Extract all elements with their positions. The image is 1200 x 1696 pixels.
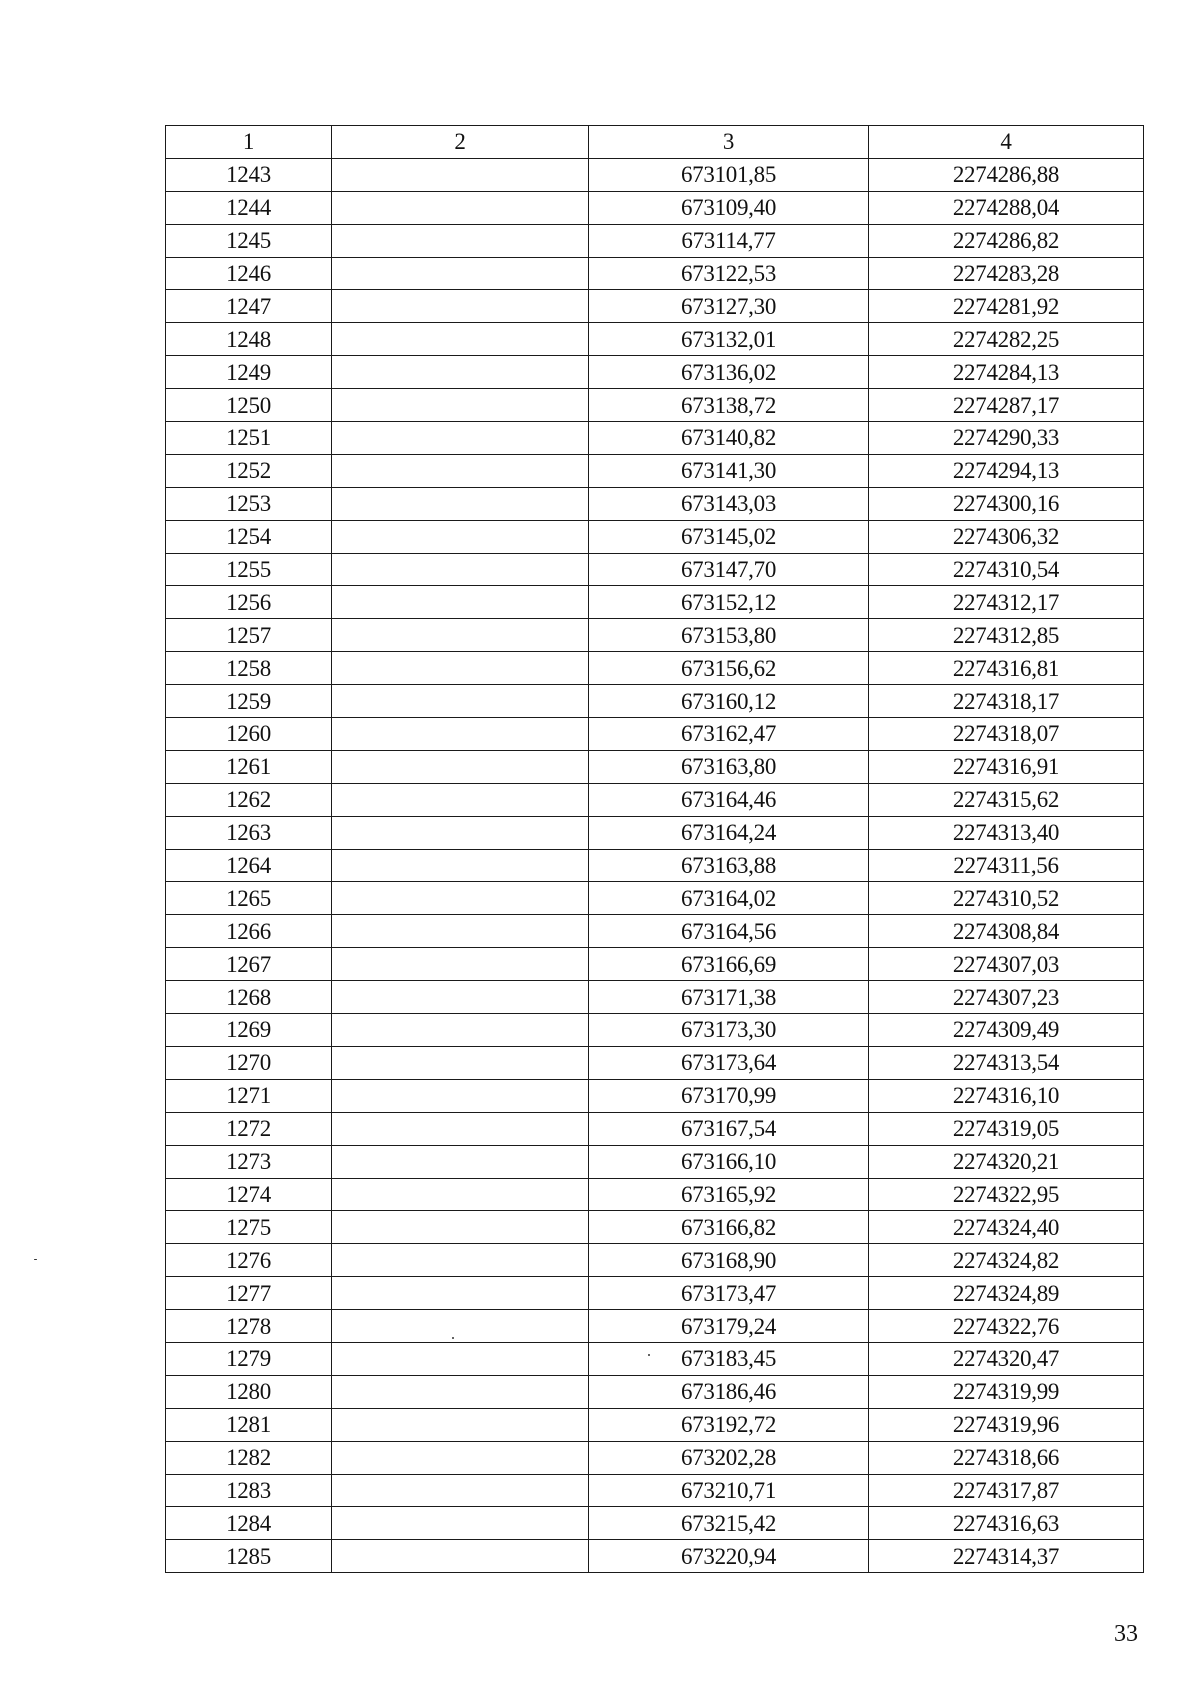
point-number-cell: 1255 bbox=[166, 553, 332, 586]
point-number-cell: 1270 bbox=[166, 1046, 332, 1079]
empty-cell bbox=[332, 685, 589, 718]
empty-cell bbox=[332, 586, 589, 619]
table-row bbox=[166, 520, 1144, 553]
table-row bbox=[166, 422, 1144, 455]
table-row bbox=[166, 158, 1144, 191]
x-coordinate-cell: 673127,30 bbox=[589, 290, 869, 323]
x-coordinate-cell: 673164,24 bbox=[589, 816, 869, 849]
point-number-cell: 1256 bbox=[166, 586, 332, 619]
empty-cell bbox=[332, 520, 589, 553]
table-row bbox=[166, 882, 1144, 915]
point-number-cell: 1267 bbox=[166, 948, 332, 981]
empty-cell bbox=[332, 1540, 589, 1573]
empty-cell bbox=[332, 1507, 589, 1540]
point-number-cell: 1251 bbox=[166, 422, 332, 455]
point-number-cell: 1262 bbox=[166, 783, 332, 816]
x-coordinate-cell: 673109,40 bbox=[589, 191, 869, 224]
x-coordinate-cell: 673183,45 bbox=[589, 1342, 869, 1375]
empty-cell bbox=[332, 1408, 589, 1441]
empty-cell bbox=[332, 1079, 589, 1112]
y-coordinate-cell: 2274320,47 bbox=[869, 1342, 1144, 1375]
point-number-cell: 1261 bbox=[166, 750, 332, 783]
table-row bbox=[166, 191, 1144, 224]
table-row bbox=[166, 1342, 1144, 1375]
table-row bbox=[166, 1079, 1144, 1112]
empty-cell bbox=[332, 948, 589, 981]
y-coordinate-cell: 2274300,16 bbox=[869, 487, 1144, 520]
y-coordinate-cell: 2274319,05 bbox=[869, 1112, 1144, 1145]
y-coordinate-cell: 2274322,95 bbox=[869, 1178, 1144, 1211]
point-number-cell: 1259 bbox=[166, 685, 332, 718]
scan-speck bbox=[648, 1354, 650, 1356]
x-coordinate-cell: 673202,28 bbox=[589, 1441, 869, 1474]
table-row bbox=[166, 948, 1144, 981]
empty-cell bbox=[332, 1474, 589, 1507]
empty-cell bbox=[332, 1244, 589, 1277]
table-row bbox=[166, 718, 1144, 751]
empty-cell bbox=[332, 981, 589, 1014]
table-row bbox=[166, 1507, 1144, 1540]
table-row bbox=[166, 389, 1144, 422]
y-coordinate-cell: 2274290,33 bbox=[869, 422, 1144, 455]
y-coordinate-cell: 2274310,54 bbox=[869, 553, 1144, 586]
y-coordinate-cell: 2274288,04 bbox=[869, 191, 1144, 224]
table-row bbox=[166, 1244, 1144, 1277]
x-coordinate-cell: 673171,38 bbox=[589, 981, 869, 1014]
point-number-cell: 1272 bbox=[166, 1112, 332, 1145]
table-header bbox=[166, 126, 1144, 159]
point-number-cell: 1264 bbox=[166, 849, 332, 882]
x-coordinate-cell: 673210,71 bbox=[589, 1474, 869, 1507]
x-coordinate-cell: 673164,56 bbox=[589, 915, 869, 948]
empty-cell bbox=[332, 224, 589, 257]
y-coordinate-cell: 2274307,03 bbox=[869, 948, 1144, 981]
x-coordinate-cell: 673164,46 bbox=[589, 783, 869, 816]
point-number-cell: 1253 bbox=[166, 487, 332, 520]
empty-cell bbox=[332, 1145, 589, 1178]
x-coordinate-cell: 673186,46 bbox=[589, 1375, 869, 1408]
point-number-cell: 1271 bbox=[166, 1079, 332, 1112]
table-row bbox=[166, 750, 1144, 783]
y-coordinate-cell: 2274286,82 bbox=[869, 224, 1144, 257]
y-coordinate-cell: 2274315,62 bbox=[869, 783, 1144, 816]
point-number-cell: 1247 bbox=[166, 290, 332, 323]
y-coordinate-cell: 2274311,56 bbox=[869, 849, 1144, 882]
empty-cell bbox=[332, 1211, 589, 1244]
x-coordinate-cell: 673122,53 bbox=[589, 257, 869, 290]
point-number-cell: 1274 bbox=[166, 1178, 332, 1211]
table-row bbox=[166, 487, 1144, 520]
table-row bbox=[166, 1408, 1144, 1441]
table-row bbox=[166, 1310, 1144, 1343]
empty-cell bbox=[332, 323, 589, 356]
table-row bbox=[166, 1441, 1144, 1474]
y-coordinate-cell: 2274316,63 bbox=[869, 1507, 1144, 1540]
x-coordinate-cell: 673192,72 bbox=[589, 1408, 869, 1441]
empty-cell bbox=[332, 191, 589, 224]
table-row bbox=[166, 1178, 1144, 1211]
table-row bbox=[166, 1474, 1144, 1507]
y-coordinate-cell: 2274309,49 bbox=[869, 1014, 1144, 1047]
point-number-cell: 1245 bbox=[166, 224, 332, 257]
y-coordinate-cell: 2274294,13 bbox=[869, 454, 1144, 487]
table-row bbox=[166, 1375, 1144, 1408]
y-coordinate-cell: 2274320,21 bbox=[869, 1145, 1144, 1178]
x-coordinate-cell: 673156,62 bbox=[589, 652, 869, 685]
empty-cell bbox=[332, 882, 589, 915]
table-row bbox=[166, 454, 1144, 487]
scan-speck bbox=[34, 1259, 37, 1260]
table-row bbox=[166, 849, 1144, 882]
x-coordinate-cell: 673179,24 bbox=[589, 1310, 869, 1343]
point-number-cell: 1257 bbox=[166, 619, 332, 652]
x-coordinate-cell: 673114,77 bbox=[589, 224, 869, 257]
x-coordinate-cell: 673136,02 bbox=[589, 356, 869, 389]
point-number-cell: 1263 bbox=[166, 816, 332, 849]
y-coordinate-cell: 2274282,25 bbox=[869, 323, 1144, 356]
point-number-cell: 1273 bbox=[166, 1145, 332, 1178]
y-coordinate-cell: 2274312,17 bbox=[869, 586, 1144, 619]
y-coordinate-cell: 2274284,13 bbox=[869, 356, 1144, 389]
empty-cell bbox=[332, 1277, 589, 1310]
empty-cell bbox=[332, 652, 589, 685]
y-coordinate-cell: 2274319,96 bbox=[869, 1408, 1144, 1441]
empty-cell bbox=[332, 1046, 589, 1079]
x-coordinate-cell: 673166,69 bbox=[589, 948, 869, 981]
empty-cell bbox=[332, 1178, 589, 1211]
point-number-cell: 1250 bbox=[166, 389, 332, 422]
x-coordinate-cell: 673164,02 bbox=[589, 882, 869, 915]
x-coordinate-cell: 673167,54 bbox=[589, 1112, 869, 1145]
point-number-cell: 1278 bbox=[166, 1310, 332, 1343]
point-number-cell: 1260 bbox=[166, 718, 332, 751]
empty-cell bbox=[332, 454, 589, 487]
y-coordinate-cell: 2274318,07 bbox=[869, 718, 1144, 751]
header-cell-3: 3 bbox=[589, 126, 869, 159]
x-coordinate-cell: 673162,47 bbox=[589, 718, 869, 751]
table-row bbox=[166, 685, 1144, 718]
empty-cell bbox=[332, 487, 589, 520]
y-coordinate-cell: 2274281,92 bbox=[869, 290, 1144, 323]
y-coordinate-cell: 2274317,87 bbox=[869, 1474, 1144, 1507]
y-coordinate-cell: 2274312,85 bbox=[869, 619, 1144, 652]
x-coordinate-cell: 673138,72 bbox=[589, 389, 869, 422]
table-row bbox=[166, 1145, 1144, 1178]
empty-cell bbox=[332, 257, 589, 290]
x-coordinate-cell: 673173,47 bbox=[589, 1277, 869, 1310]
point-number-cell: 1284 bbox=[166, 1507, 332, 1540]
empty-cell bbox=[332, 915, 589, 948]
x-coordinate-cell: 673153,80 bbox=[589, 619, 869, 652]
header-row bbox=[166, 126, 1144, 159]
x-coordinate-cell: 673152,12 bbox=[589, 586, 869, 619]
empty-cell bbox=[332, 1342, 589, 1375]
header-cell-1: 1 bbox=[166, 126, 332, 159]
empty-cell bbox=[332, 816, 589, 849]
x-coordinate-cell: 673160,12 bbox=[589, 685, 869, 718]
point-number-cell: 1268 bbox=[166, 981, 332, 1014]
x-coordinate-cell: 673173,64 bbox=[589, 1046, 869, 1079]
y-coordinate-cell: 2274319,99 bbox=[869, 1375, 1144, 1408]
table-row bbox=[166, 1014, 1144, 1047]
table-row bbox=[166, 257, 1144, 290]
point-number-cell: 1276 bbox=[166, 1244, 332, 1277]
point-number-cell: 1244 bbox=[166, 191, 332, 224]
x-coordinate-cell: 673173,30 bbox=[589, 1014, 869, 1047]
x-coordinate-cell: 673215,42 bbox=[589, 1507, 869, 1540]
point-number-cell: 1279 bbox=[166, 1342, 332, 1375]
point-number-cell: 1280 bbox=[166, 1375, 332, 1408]
table-row bbox=[166, 915, 1144, 948]
point-number-cell: 1243 bbox=[166, 158, 332, 191]
empty-cell bbox=[332, 619, 589, 652]
point-number-cell: 1265 bbox=[166, 882, 332, 915]
y-coordinate-cell: 2274316,81 bbox=[869, 652, 1144, 685]
table-row bbox=[166, 290, 1144, 323]
empty-cell bbox=[332, 1375, 589, 1408]
empty-cell bbox=[332, 422, 589, 455]
x-coordinate-cell: 673145,02 bbox=[589, 520, 869, 553]
header-cell-2: 2 bbox=[332, 126, 589, 159]
y-coordinate-cell: 2274314,37 bbox=[869, 1540, 1144, 1573]
coordinates-table bbox=[165, 125, 1144, 1573]
empty-cell bbox=[332, 553, 589, 586]
y-coordinate-cell: 2274316,10 bbox=[869, 1079, 1144, 1112]
point-number-cell: 1258 bbox=[166, 652, 332, 685]
x-coordinate-cell: 673141,30 bbox=[589, 454, 869, 487]
y-coordinate-cell: 2274318,66 bbox=[869, 1441, 1144, 1474]
table-body bbox=[166, 158, 1144, 1572]
table-row bbox=[166, 652, 1144, 685]
table-row bbox=[166, 586, 1144, 619]
x-coordinate-cell: 673220,94 bbox=[589, 1540, 869, 1573]
table-row bbox=[166, 224, 1144, 257]
table-row bbox=[166, 323, 1144, 356]
y-coordinate-cell: 2274310,52 bbox=[869, 882, 1144, 915]
x-coordinate-cell: 673168,90 bbox=[589, 1244, 869, 1277]
x-coordinate-cell: 673166,10 bbox=[589, 1145, 869, 1178]
x-coordinate-cell: 673165,92 bbox=[589, 1178, 869, 1211]
point-number-cell: 1282 bbox=[166, 1441, 332, 1474]
table-row bbox=[166, 1112, 1144, 1145]
x-coordinate-cell: 673147,70 bbox=[589, 553, 869, 586]
y-coordinate-cell: 2274324,89 bbox=[869, 1277, 1144, 1310]
x-coordinate-cell: 673132,01 bbox=[589, 323, 869, 356]
table-row bbox=[166, 783, 1144, 816]
point-number-cell: 1281 bbox=[166, 1408, 332, 1441]
table-row bbox=[166, 1540, 1144, 1573]
table-row bbox=[166, 1211, 1144, 1244]
y-coordinate-cell: 2274287,17 bbox=[869, 389, 1144, 422]
y-coordinate-cell: 2274322,76 bbox=[869, 1310, 1144, 1343]
table-row bbox=[166, 356, 1144, 389]
empty-cell bbox=[332, 1112, 589, 1145]
x-coordinate-cell: 673163,80 bbox=[589, 750, 869, 783]
empty-cell bbox=[332, 750, 589, 783]
empty-cell bbox=[332, 389, 589, 422]
point-number-cell: 1275 bbox=[166, 1211, 332, 1244]
y-coordinate-cell: 2274324,40 bbox=[869, 1211, 1144, 1244]
empty-cell bbox=[332, 1441, 589, 1474]
x-coordinate-cell: 673163,88 bbox=[589, 849, 869, 882]
point-number-cell: 1285 bbox=[166, 1540, 332, 1573]
empty-cell bbox=[332, 718, 589, 751]
empty-cell bbox=[332, 356, 589, 389]
table-row bbox=[166, 981, 1144, 1014]
empty-cell bbox=[332, 849, 589, 882]
point-number-cell: 1246 bbox=[166, 257, 332, 290]
point-number-cell: 1283 bbox=[166, 1474, 332, 1507]
x-coordinate-cell: 673101,85 bbox=[589, 158, 869, 191]
x-coordinate-cell: 673140,82 bbox=[589, 422, 869, 455]
table-row bbox=[166, 1277, 1144, 1310]
empty-cell bbox=[332, 783, 589, 816]
y-coordinate-cell: 2274316,91 bbox=[869, 750, 1144, 783]
empty-cell bbox=[332, 1310, 589, 1343]
y-coordinate-cell: 2274313,40 bbox=[869, 816, 1144, 849]
empty-cell bbox=[332, 290, 589, 323]
point-number-cell: 1248 bbox=[166, 323, 332, 356]
y-coordinate-cell: 2274306,32 bbox=[869, 520, 1144, 553]
y-coordinate-cell: 2274313,54 bbox=[869, 1046, 1144, 1079]
empty-cell bbox=[332, 1014, 589, 1047]
table-row bbox=[166, 816, 1144, 849]
point-number-cell: 1249 bbox=[166, 356, 332, 389]
y-coordinate-cell: 2274286,88 bbox=[869, 158, 1144, 191]
point-number-cell: 1269 bbox=[166, 1014, 332, 1047]
point-number-cell: 1252 bbox=[166, 454, 332, 487]
y-coordinate-cell: 2274318,17 bbox=[869, 685, 1144, 718]
page-number: 33 bbox=[1114, 1621, 1138, 1647]
y-coordinate-cell: 2274307,23 bbox=[869, 981, 1144, 1014]
table-row bbox=[166, 1046, 1144, 1079]
x-coordinate-cell: 673166,82 bbox=[589, 1211, 869, 1244]
empty-cell bbox=[332, 158, 589, 191]
x-coordinate-cell: 673143,03 bbox=[589, 487, 869, 520]
y-coordinate-cell: 2274283,28 bbox=[869, 257, 1144, 290]
point-number-cell: 1266 bbox=[166, 915, 332, 948]
x-coordinate-cell: 673170,99 bbox=[589, 1079, 869, 1112]
table-row bbox=[166, 619, 1144, 652]
y-coordinate-cell: 2274308,84 bbox=[869, 915, 1144, 948]
y-coordinate-cell: 2274324,82 bbox=[869, 1244, 1144, 1277]
header-cell-4: 4 bbox=[869, 126, 1144, 159]
table-row bbox=[166, 553, 1144, 586]
point-number-cell: 1277 bbox=[166, 1277, 332, 1310]
point-number-cell: 1254 bbox=[166, 520, 332, 553]
scan-speck bbox=[452, 1337, 454, 1339]
